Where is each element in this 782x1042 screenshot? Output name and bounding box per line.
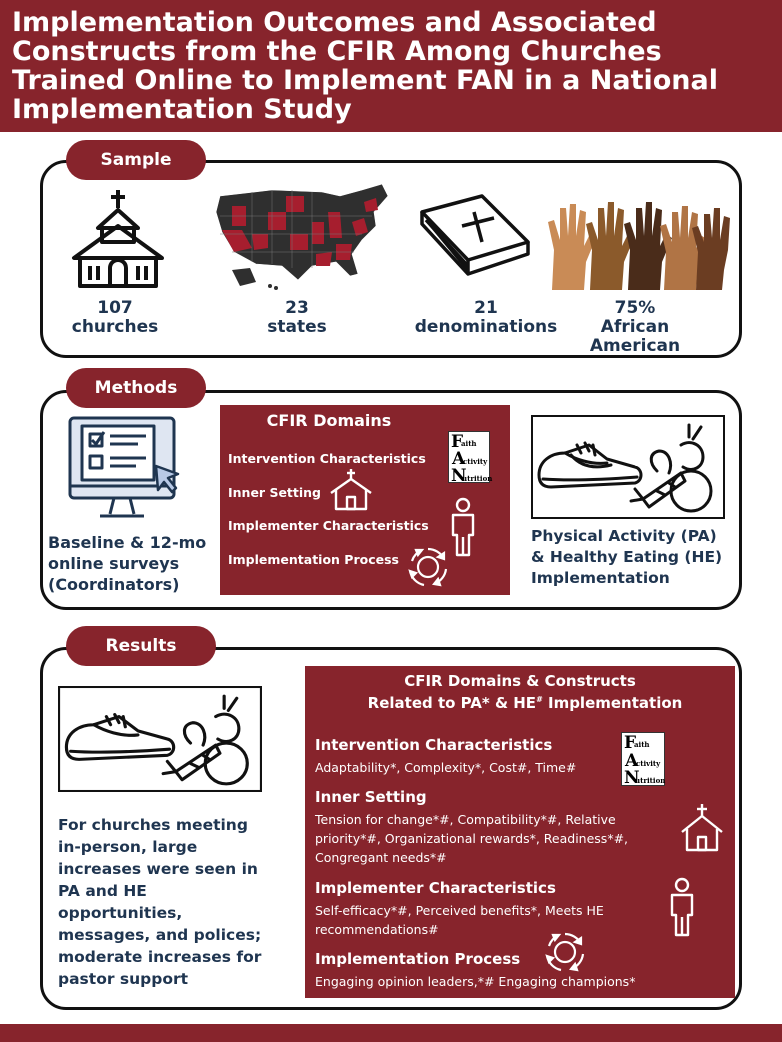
- result-process-title: Implementation Process: [315, 950, 521, 968]
- sample-label: Sample: [66, 140, 206, 180]
- domain-implementer: Implementer Characteristics: [228, 518, 429, 533]
- stat-denominations: [406, 299, 566, 337]
- stat-churches-label: churches: [71, 317, 159, 337]
- result-intervention-text: Adaptability*, Complexity*, Cost#, Time#: [315, 760, 577, 775]
- us-map-icon: [212, 182, 392, 294]
- stat-african-american-value: 75%: [614, 298, 656, 318]
- fan-logo-a: A: [452, 449, 466, 469]
- fan-logo-aith: aith: [461, 439, 477, 448]
- finding-line-3: increases were seen in: [58, 860, 258, 878]
- title-line-2: Constructs from the CFIR Among Churches: [12, 36, 662, 67]
- finding-line-2: in-person, large: [58, 838, 198, 856]
- bible-icon: [416, 190, 536, 290]
- outcome-text-line-2: & Healthy Eating (HE): [531, 548, 723, 566]
- domain-process: Implementation Process: [228, 552, 399, 567]
- fan-logo-utrition: utrition: [462, 474, 493, 483]
- result-intervention-title: Intervention Characteristics: [315, 736, 553, 754]
- result-inner-setting-title: Inner Setting: [315, 788, 427, 806]
- result-inner-setting-text: [315, 810, 628, 867]
- fan-logo-utrition-results: utrition: [635, 776, 666, 785]
- computer-survey-icon: [66, 412, 186, 524]
- survey-text-line-2: online surveys: [48, 554, 180, 573]
- implementer-line-2: recommendations#: [315, 922, 439, 937]
- cfir-domains-title: CFIR Domains: [266, 411, 392, 430]
- title-line-1: Implementation Outcomes and Associated: [12, 7, 657, 38]
- stat-denominations-label: denominations: [414, 317, 558, 337]
- cfir-domains-box: [220, 405, 510, 595]
- finding-line-4: PA and HE: [58, 882, 147, 900]
- page-title: [0, 0, 782, 132]
- results-box-title-1: CFIR Domains & Constructs: [404, 672, 636, 690]
- shoe-vegetables-icon: [531, 415, 725, 519]
- stat-states-value: 23: [285, 298, 309, 318]
- domain-intervention: Intervention Characteristics: [228, 451, 426, 466]
- fan-logo-f: F: [451, 432, 464, 452]
- fan-logo-ctivity: ctivity: [463, 457, 488, 466]
- raised-hands-icon: [546, 200, 730, 290]
- results-box-title-2-end: Implementation: [542, 694, 683, 712]
- survey-text: [48, 532, 218, 595]
- finding-line-1: For churches meeting: [58, 816, 248, 834]
- house-church-icon: [328, 467, 374, 511]
- results-finding: [58, 814, 288, 990]
- outcome-text-line-3: Implementation: [531, 569, 670, 587]
- house-church-icon-results: [679, 802, 725, 852]
- survey-text-line-3: (Coordinators): [48, 575, 180, 594]
- person-icon-results: [667, 876, 697, 938]
- implementer-line-1: Self-efficacy*#, Perceived benefits*, Meets HE: [315, 903, 604, 918]
- finding-line-7: moderate increases for: [58, 948, 262, 966]
- stat-churches-value: 107: [97, 298, 133, 318]
- footer-bar: [0, 1024, 782, 1042]
- results-box-title-sup: #: [536, 695, 543, 704]
- person-icon: [448, 497, 478, 557]
- inner-setting-line-2: priority*#, Organizational rewards*, Readiness*#,: [315, 831, 629, 846]
- finding-line-5: opportunities,: [58, 904, 183, 922]
- stat-states: [232, 299, 362, 337]
- results-box-title-2: [305, 694, 745, 712]
- stat-african-american: [570, 299, 700, 356]
- inner-setting-line-1: Tension for change*#, Compatibility*#, Relative: [315, 812, 616, 827]
- result-implementer-title: Implementer Characteristics: [315, 879, 556, 897]
- fan-logo-icon: [448, 431, 493, 486]
- finding-line-6: messages, and polices;: [58, 926, 262, 944]
- fan-logo-f-results: F: [624, 733, 637, 753]
- title-line-3: Trained Online to Implement FAN in a National: [12, 65, 718, 96]
- church-icon: [68, 188, 168, 288]
- fan-logo-n-results: N: [624, 768, 640, 788]
- results-cfir-box: [305, 666, 735, 998]
- domain-inner-setting: Inner Setting: [228, 485, 322, 500]
- shoe-vegetables-icon-results: [58, 686, 262, 792]
- fan-logo-n: N: [451, 466, 467, 486]
- outcome-text-line-1: Physical Activity (PA): [531, 527, 717, 545]
- stat-african-american-label-1: African: [600, 317, 670, 337]
- methods-label: Methods: [66, 368, 206, 408]
- results-box-title-2-text: Related to PA* & HE: [367, 694, 537, 712]
- fan-logo-icon-results: [621, 732, 665, 786]
- fan-logo-a-results: A: [625, 751, 639, 771]
- inner-setting-line-3: Congregant needs*#: [315, 850, 447, 865]
- process-cycle-icon: [408, 547, 448, 587]
- stat-states-label: states: [267, 317, 327, 337]
- stat-denominations-value: 21: [474, 298, 498, 318]
- process-cycle-icon-results: [545, 932, 585, 972]
- fan-logo-aith-results: aith: [634, 740, 650, 749]
- title-line-4: Implementation Study: [12, 94, 352, 125]
- finding-line-8: pastor support: [58, 970, 189, 988]
- survey-text-line-1: Baseline & 12-mo: [48, 533, 207, 552]
- stat-churches: [50, 299, 180, 337]
- outcome-text: [531, 526, 731, 589]
- results-label: Results: [66, 626, 216, 666]
- result-process-text: Engaging opinion leaders,*# Engaging champions*: [315, 974, 636, 989]
- fan-logo-ctivity-results: ctivity: [636, 759, 661, 768]
- stat-african-american-label-2: American: [589, 336, 681, 356]
